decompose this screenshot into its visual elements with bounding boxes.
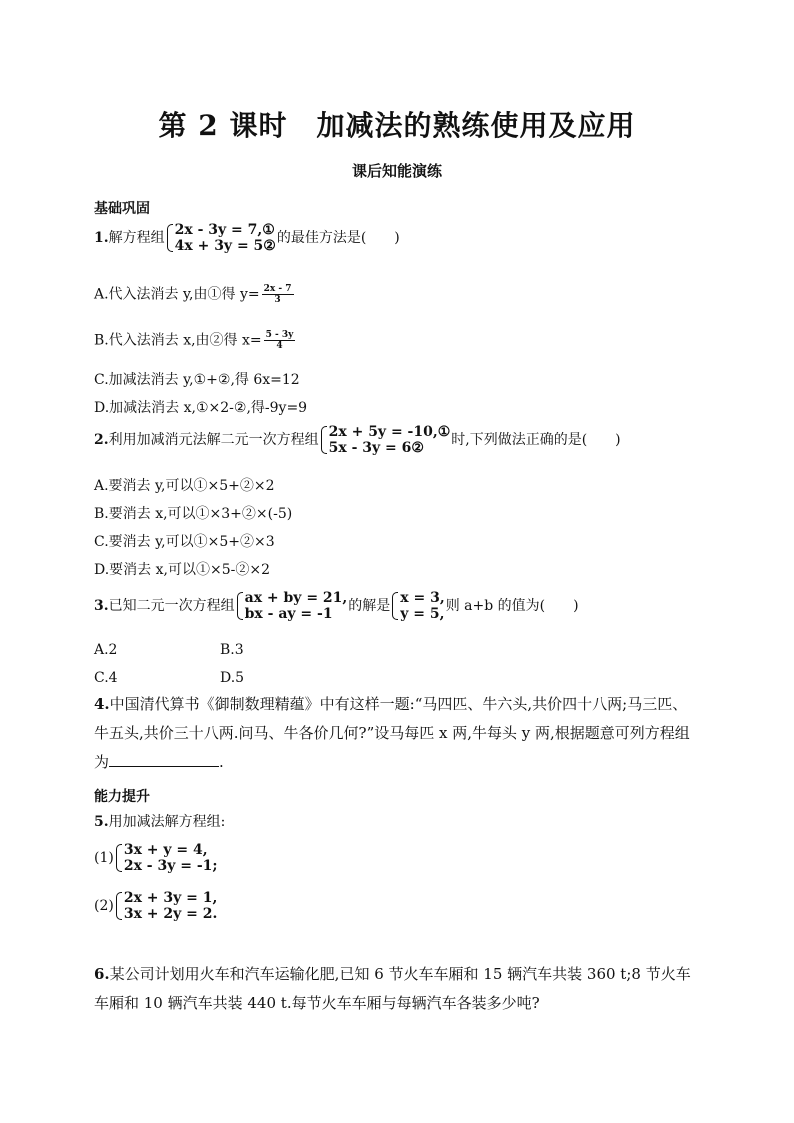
question-3-mid: 的解是: [348, 598, 391, 614]
question-3: [94, 590, 579, 622]
question-2-number: 2.: [94, 432, 109, 448]
question-3-sol1: x = 3,: [400, 590, 445, 606]
question-1: [94, 222, 400, 254]
part-1-eq1: 3x + y = 4,: [123, 842, 208, 858]
part-1-eq2: 2x - 3y = -1;: [123, 858, 218, 874]
question-2-pre: 利用加减消元法解二元一次方程组: [108, 432, 319, 448]
question-4-end: .: [219, 753, 224, 771]
section-basic: 基础巩固: [94, 201, 150, 217]
question-1-eq2: 4x + 3y = 5②: [174, 238, 276, 254]
option-b-text: B.代入法消去 x,由②得 x=: [94, 332, 262, 349]
question-3-option-b: B.3: [220, 642, 244, 658]
answer-blank[interactable]: [109, 752, 219, 767]
question-3-number: 3.: [94, 598, 109, 614]
question-1-post: 的最佳方法是( ): [276, 230, 400, 246]
question-5: [94, 812, 225, 832]
page-subtitle: 课后知能演练: [351, 162, 442, 180]
question-5-part-1: [94, 842, 219, 874]
page-title: 第 2 课时 加减法的熟练使用及应用: [158, 109, 636, 142]
fraction-numerator: 5 - 3y: [265, 330, 294, 340]
question-2-option-d: D.要消去 x,可以①×5-②×2: [94, 562, 270, 578]
question-3-eq2: bx - ay = -1: [244, 606, 333, 622]
question-1-option-c: C.加减法消去 y,①+②,得 6x=12: [94, 372, 300, 388]
question-6-number: 6.: [94, 965, 110, 983]
question-3-option-a: A.2: [94, 642, 118, 658]
question-3-system: [236, 590, 348, 622]
question-4-number: 4.: [94, 695, 110, 713]
part-2-eq1: 2x + 3y = 1,: [123, 890, 218, 906]
question-2: [94, 424, 621, 456]
question-1-system: [166, 222, 276, 254]
question-1-option-d: D.加减法消去 x,①×2-②,得-9y=9: [94, 400, 308, 416]
question-2-eq1: 2x + 5y = -10,①: [328, 424, 451, 440]
question-1-option-b: [94, 330, 295, 351]
question-2-system: [320, 424, 451, 456]
part-1-label: (1): [94, 850, 114, 866]
question-5-number: 5.: [94, 814, 109, 830]
question-2-option-a: A.要消去 y,可以①×5+②×2: [94, 478, 275, 494]
option-a-text: A.代入法消去 y,由①得 y=: [94, 286, 260, 303]
section-advanced: 能力提升: [94, 789, 150, 805]
question-4-text: 中国清代算书《御制数理精蕴》中有这样一题:“马四匹、牛六头,共价四十八两;马三匹、牛五头,共价三十八两.问马、牛各价几何?”设马每匹 x 两,牛每头 y 两,根据题意可列方程组为: [94, 695, 690, 771]
question-5-part-2: [94, 890, 218, 922]
part-2-eq2: 3x + 2y = 2.: [123, 906, 218, 922]
question-1-number: 1.: [94, 230, 109, 246]
fraction-denominator: 3: [274, 295, 281, 305]
question-6-text: 某公司计划用火车和汽车运输化肥,已知 6 节火车车厢和 15 辆汽车共装 360 t;8 节火车车厢和 10 辆汽车共装 440 t.每节火车车厢与每辆汽车各装多少吨?: [94, 965, 691, 1012]
question-1-eq1: 2x - 3y = 7,①: [174, 222, 275, 238]
question-3-option-d: D.5: [220, 670, 245, 686]
question-1-pre: 解方程组: [108, 230, 165, 246]
part-2-label: (2): [94, 898, 114, 914]
question-4: [94, 690, 694, 777]
option-a-fraction: [262, 284, 294, 305]
question-3-solution: [391, 590, 444, 622]
question-2-eq2: 5x - 3y = 6②: [328, 440, 424, 456]
question-3-post: 则 a+b 的值为( ): [445, 598, 579, 614]
part-2-system: [115, 890, 218, 922]
question-6: [94, 960, 694, 1018]
question-3-option-c: C.4: [94, 670, 118, 686]
fraction-numerator: 2x - 7: [263, 284, 292, 294]
question-3-eq1: ax + by = 21,: [244, 590, 348, 606]
part-1-system: [115, 842, 218, 874]
question-1-option-a: [94, 284, 294, 305]
question-2-option-b: B.要消去 x,可以①×3+②×(-5): [94, 506, 293, 522]
question-2-post: 时,下列做法正确的是( ): [451, 432, 621, 448]
question-5-text: 用加减法解方程组:: [108, 814, 226, 830]
question-3-sol2: y = 5,: [400, 606, 445, 622]
question-2-option-c: C.要消去 y,可以①×5+②×3: [94, 534, 275, 550]
fraction-denominator: 4: [276, 341, 283, 351]
option-b-fraction: [264, 330, 296, 351]
question-3-pre: 已知二元一次方程组: [108, 598, 235, 614]
